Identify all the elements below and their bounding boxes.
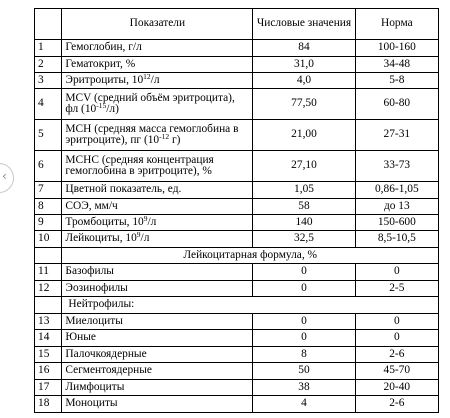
numeric-value: 1,05 — [253, 182, 355, 199]
indicator-text: г) — [169, 134, 181, 146]
norm-value: 0 — [355, 330, 438, 347]
table-row — [35, 396, 439, 413]
indicator-text: Гематокрит, % — [65, 57, 136, 70]
indicator-name — [62, 57, 253, 73]
indicator-text: Базофилы — [65, 265, 114, 278]
table-row — [35, 231, 439, 248]
indicator-text: Цветной показатель, ед. — [65, 183, 182, 196]
numeric-value: 0 — [253, 281, 355, 297]
table-row — [35, 330, 439, 347]
indicator-text: Эозинофилы — [65, 281, 128, 294]
indicator-text: MCV (средний объём эритроцита), фл (10 — [65, 91, 235, 115]
header-indicator: Показатели — [62, 9, 253, 40]
norm-value: 2-6 — [355, 347, 438, 363]
table-row — [35, 89, 439, 120]
indicator-text: Эритроциты, 10 — [65, 73, 144, 86]
norm-value: 2-6 — [355, 396, 438, 413]
row-number: 13 — [35, 314, 62, 330]
indicator-name — [62, 40, 253, 57]
indicator-text: MCH (средняя масса гемоглобина в эритроците), пг (10 — [65, 122, 239, 146]
row-number: 1 — [35, 40, 62, 57]
indicator-name — [62, 380, 253, 396]
indicator-name — [62, 314, 253, 330]
indicator-text: /л — [147, 215, 157, 228]
table-row — [35, 264, 439, 281]
row-number: 8 — [35, 199, 62, 215]
indicator-name — [62, 231, 253, 248]
indicator-name — [62, 73, 253, 89]
indicator-text: /л — [150, 73, 160, 86]
indicator-exponent: 12 — [143, 71, 151, 81]
indicator-exponent: 9 — [136, 230, 141, 240]
row-number: 18 — [35, 396, 62, 413]
numeric-value: 58 — [253, 199, 355, 215]
row-number — [35, 248, 62, 264]
indicator-name — [62, 182, 253, 199]
header-num — [35, 9, 62, 40]
norm-value: до 13 — [355, 199, 438, 215]
numeric-value: 0 — [253, 264, 355, 281]
header-value: Числовые значения — [253, 9, 355, 40]
indicator-text: /л — [140, 232, 150, 245]
table-row — [35, 182, 439, 199]
norm-value: 5-8 — [355, 73, 438, 89]
indicator-text: Гемоглобин, г/л — [65, 41, 142, 54]
row-number: 16 — [35, 363, 62, 380]
norm-value: 8,5-10,5 — [355, 231, 438, 248]
row-number: 10 — [35, 231, 62, 248]
numeric-value: 8 — [253, 347, 355, 363]
norm-value: 0,86-1,05 — [355, 182, 438, 199]
indicator-text: Тромбоциты, 10 — [65, 215, 144, 228]
numeric-value: 140 — [253, 215, 355, 231]
norm-value: 34-48 — [355, 57, 438, 73]
table-row — [35, 73, 439, 89]
section-row — [35, 297, 439, 314]
indicator-exponent: -15 — [96, 101, 107, 110]
row-number: 15 — [35, 347, 62, 363]
table-row — [35, 40, 439, 57]
table-body — [35, 9, 439, 413]
norm-value: 150-600 — [355, 215, 438, 231]
indicator-name — [62, 215, 253, 231]
table-row — [35, 215, 439, 231]
numeric-value: 4,0 — [253, 73, 355, 89]
indicator-name — [62, 120, 253, 151]
table-header-row — [35, 9, 439, 40]
indicator-name — [62, 396, 253, 413]
indicator-name — [62, 264, 253, 281]
norm-value: 20-40 — [355, 380, 438, 396]
norm-value: 60-80 — [355, 89, 438, 120]
blood-test-table — [34, 8, 439, 413]
indicator-text: Палочкоядерные — [65, 347, 147, 360]
indicator-name — [62, 330, 253, 347]
indicator-name — [62, 199, 253, 215]
indicator-exponent: 9 — [143, 213, 148, 223]
norm-value: 45-70 — [355, 363, 438, 380]
row-number — [35, 297, 62, 314]
table-row — [35, 120, 439, 151]
indicator-text: Миелоциты — [65, 314, 123, 327]
row-number: 2 — [35, 57, 62, 73]
norm-value: 33-73 — [355, 151, 438, 182]
numeric-value: 38 — [253, 380, 355, 396]
header-norm: Норма — [355, 9, 438, 40]
numeric-value: 21,00 — [253, 120, 355, 151]
indicator-text: Лимфоциты — [65, 380, 125, 393]
indicator-name — [62, 281, 253, 297]
row-number: 3 — [35, 73, 62, 89]
indicator-text: Сегментоядерные — [65, 364, 152, 377]
indicator-text: Лейкоциты, 10 — [65, 232, 137, 245]
table-row — [35, 57, 439, 73]
table-row — [35, 347, 439, 363]
norm-value: 27-31 — [355, 120, 438, 151]
indicator-name — [62, 363, 253, 380]
indicator-name — [62, 347, 253, 363]
chevron-left-icon: ‹ — [2, 169, 7, 183]
row-number: 7 — [35, 182, 62, 199]
table-row — [35, 363, 439, 380]
table-row — [35, 314, 439, 330]
row-number: 5 — [35, 120, 62, 151]
numeric-value: 50 — [253, 363, 355, 380]
indicator-text: Юные — [65, 331, 96, 344]
row-number: 11 — [35, 264, 62, 281]
numeric-value: 77,50 — [253, 89, 355, 120]
indicator-name — [62, 151, 253, 182]
table-row — [35, 151, 439, 182]
row-number: 4 — [35, 89, 62, 120]
row-number: 14 — [35, 330, 62, 347]
norm-value: 0 — [355, 264, 438, 281]
numeric-value: 4 — [253, 396, 355, 413]
numeric-value: 31,0 — [253, 57, 355, 73]
table-row — [35, 380, 439, 396]
norm-value: 0 — [355, 314, 438, 330]
numeric-value: 0 — [253, 314, 355, 330]
numeric-value: 84 — [253, 40, 355, 57]
row-number: 17 — [35, 380, 62, 396]
numeric-value: 32,5 — [253, 231, 355, 248]
indicator-text: MCHC (средняя концентрация гемоглобина в эритроците), % — [65, 153, 214, 177]
norm-value: 2-5 — [355, 281, 438, 297]
section-title: Лейкоцитарная формула, % — [62, 248, 439, 264]
table-row — [35, 199, 439, 215]
numeric-value: 0 — [253, 330, 355, 347]
numeric-value: 27,10 — [253, 151, 355, 182]
row-number: 9 — [35, 215, 62, 231]
table-row — [35, 281, 439, 297]
indicator-exponent: -12 — [159, 132, 170, 141]
row-number: 12 — [35, 281, 62, 297]
indicator-name — [62, 89, 253, 120]
indicator-text: /л) — [106, 103, 119, 115]
row-number: 6 — [35, 151, 62, 182]
indicator-text: Моноциты — [65, 397, 118, 410]
indicator-text: СОЭ, мм/ч — [65, 199, 118, 212]
section-row — [35, 248, 439, 264]
norm-value: 100-160 — [355, 40, 438, 57]
section-title: Нейтрофилы: — [62, 297, 439, 314]
